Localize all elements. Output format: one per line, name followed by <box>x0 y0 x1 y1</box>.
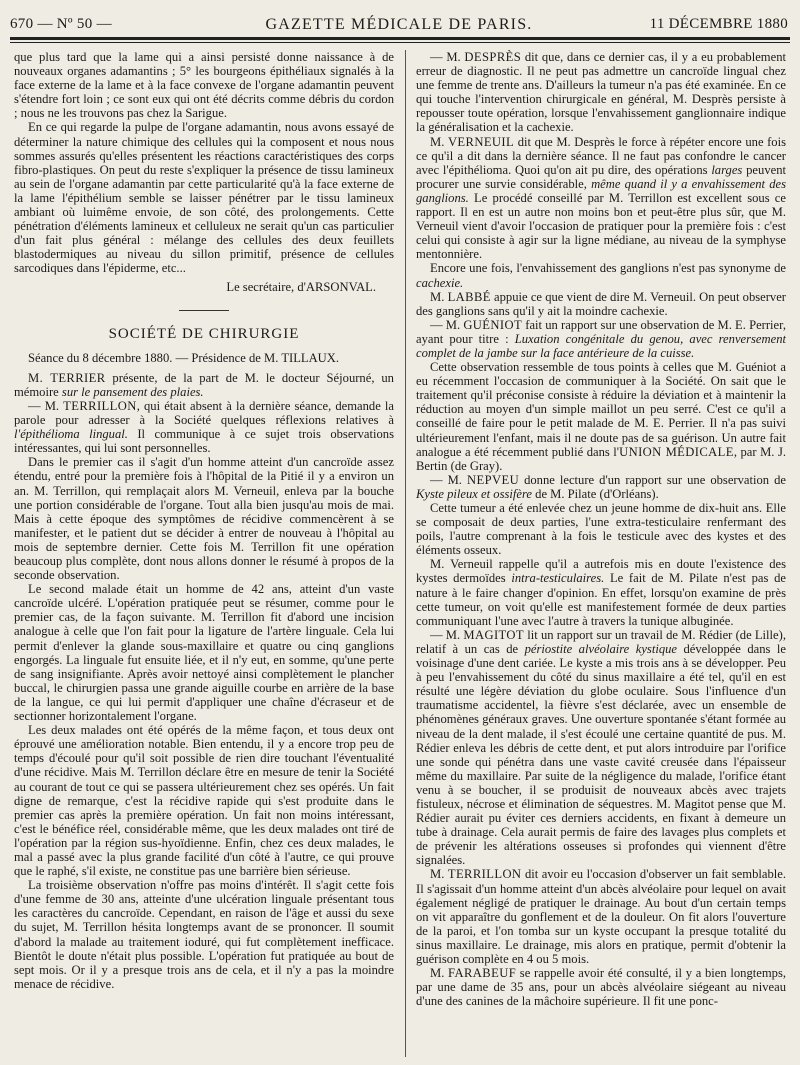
header-rule-thick <box>10 37 790 40</box>
text-run: Le procédé conseillé par M. Terrillon est excellent sous ce rapport. Il en est un autre non moins bon et peut-être plus sûr, que M. Verneuil vient d'avoir l'occasion de pratiquer pour la première fois : c'est celui qui consiste à agir sur la ligne médiane, au niveau de la symphyse mentonnière. <box>416 190 786 262</box>
page-number: 670 — Nº 50 — <box>10 16 112 32</box>
paragraph: Les deux malades ont été opérés de la même façon, et tous deux ont éprouvé une amélioration notable. Bien entendu, il y a encore trop peu de temps d'écoulé pour qu'il soit possible de rien dire touchant l'éventualité d'une récidive. Mais M. Terrillon déclare être en mesure de tenir la Société au courant de tout ce qui se passera ultérieurement chez ses opérés. Un fait digne de remarque, c'est la récidive rapide qui s'est produite dans le premier cas après la première opération. Un fait non moins intéressant, c'est le bénéfice réel, considérable même, que les deux malades ont tiré de l'opération par la région sus-hyoïdienne. Enfin, chez ces deux malades, le mal a passé avec la plus grande facilité d'un côté à l'autre, ce qui prouve que le raphé, s'il existe, ne constitue pas une barrière bien sérieuse. <box>14 723 394 879</box>
session-line: Séance du 8 décembre 1880. — Présidence de M. TILLAUX. <box>28 350 340 365</box>
paragraph: Le second malade était un homme de 42 ans, atteint d'un vaste cancroïde ulcéré. L'opération pratiquée peut se résumer, comme pour le premier cas, de la façon suivante. M. Terrillon fit d'abord une incision analogue à celle que l'on fait pour la ligature de l'artère linguale. Cela lui permit d'enlever la glande sous-maxillaire et quatre ou cinq ganglions engorgés. La linguale fut ensuite liée, et il n'y eut, en somme, qu'une perte de sang insignifiante. Après avoir nettoyé ainsi complètement le plancher buccal, le chirurgien passa une grande aiguille courbe en arrière de la base de la langue, ce qui lui permit d'appliquer une chaîne d'écraseur et de sectionner horizontalement l'organe. <box>14 582 394 724</box>
text-run: peuvent procurer une survie considérable, <box>416 162 786 191</box>
paragraph <box>416 290 786 318</box>
issue-date: 11 DÉCEMBRE 1880 <box>649 16 788 32</box>
text-run: — M. <box>28 398 64 413</box>
text-run: — M. <box>430 50 465 64</box>
paragraph <box>416 360 786 473</box>
section-title: SOCIÉTÉ DE CHIRURGIE <box>108 325 300 342</box>
speaker-name: GUÉNIOT <box>463 317 523 332</box>
text-run: M. <box>430 557 451 572</box>
italic-title: périostite alvéolaire kystique <box>524 641 678 656</box>
paragraph <box>416 318 786 360</box>
text-run: Encore une fois, l'envahissement des ganglions n'est pas synonyme de <box>430 261 786 276</box>
speaker-name: NEPVEU <box>466 472 520 487</box>
text-run: Verneuil rappelle qu'il a autrefois mis en doute l'existence des kystes dermoïdes <box>416 557 786 586</box>
text-run: donne lecture d'un rapport sur une observation de <box>519 472 786 487</box>
header-rule-thin <box>10 42 790 43</box>
paragraph <box>14 399 394 455</box>
speaker-name: TERRILLON <box>63 398 137 413</box>
page-header <box>8 10 790 36</box>
speaker-name: M. TERRIER <box>28 370 106 385</box>
italic-title: l'épithélioma lingual. <box>14 427 128 442</box>
section-separator <box>179 310 229 311</box>
italic-text: larges <box>711 162 743 177</box>
text-run: M. <box>430 289 448 304</box>
speaker-name: VERNEUIL <box>447 134 515 149</box>
text-run: dit avoir eu l'occasion d'observer un fait semblable. Il s'agissait d'un homme atteint d'un abcès alvéolaire pour lequel on avait également négligé de pratiquer le drainage. Au bout d'un certain temps on vit apparaître du gonflement et de la douleur. On fit alors l'ouverture de la paroi, et l'on tomba sur un kyste occupant la presque totalité du sinus maxillaire. Le drainage, mis alors en pratique, permit d'obtenir la guérison complète en 4 ou 5 mois. <box>416 867 786 966</box>
column-divider <box>405 50 406 1057</box>
text-run: Il communique à ce sujet trois observations intéressantes, qui lui sont personnelles. <box>14 427 394 456</box>
journal-name: UNION MÉDICALE <box>619 444 734 459</box>
italic-text: même quand il y a envahissement des ganglions. <box>416 176 786 205</box>
text-run: dit que, dans ce dernier cas, il y a eu probablement erreur de diagnostic. Il ne peut pas admettre un cancroïde lingual chez une femme de trente ans. D'ailleurs la tumeur n'a pas été examinée. En ce qui touche l'intervention chirurgicale en général, M. Desprès persiste à repousser toute opération, lorsque l'envahissement ganglionnaire indique la généralisation et la cachexie. <box>416 50 786 135</box>
text-run: — M. <box>430 317 464 332</box>
text-run: — M. <box>430 627 464 642</box>
text-run: dit que M. Desprès le force à répéter encore une fois ce qu'il a dit dans la dernière séance. Il ne faut pas confondre le cancer avec l'épithélioma. Quoi qu'on ait pu dire, des opérations <box>416 134 786 177</box>
italic-title: Kyste pileux et ossifère <box>416 486 532 501</box>
journal-title: GAZETTE MÉDICALE DE PARIS. <box>265 16 533 33</box>
text-run: — M. <box>430 472 467 487</box>
italic-title: sur le pansement des plaies. <box>61 384 204 399</box>
speaker-name: TERRILLON <box>447 867 522 882</box>
text-run: , qui était absent à la dernière séance, demande la parole pour adresser à la Société quelques réflexions relatives à <box>14 398 394 428</box>
signature: Le secrétaire, d'ARSONVAL. <box>226 279 376 294</box>
text-run: fait un rapport sur une observation de M. E. Perrier, ayant pour titre : <box>416 317 786 346</box>
left-column <box>14 50 394 1060</box>
text-run: , par M. J. Bertin (de Gray). <box>416 444 786 473</box>
paragraph: Cette tumeur a été enlevée chez un jeune homme de dix-huit ans. Elle se composait de deux parties, l'une extra-testiculaire renfermant des poils, l'autre comprenant à la fois le testicule avec des kystes et des éléments osseux. <box>416 501 786 558</box>
paragraph <box>416 867 786 966</box>
italic-text: cachexie. <box>416 275 464 290</box>
paragraph <box>416 261 786 289</box>
speaker-name: LABBÉ <box>447 289 491 304</box>
text-run: développée dans le voisinage d'une dent cariée. Le kyste a mis trois ans à se développer. Peu à peu l'envahissement du côté du sinus maxillaire a été tel, qu'il en est résulté une légère déviation du globe oculaire. Sous l'influence d'un traumatisme accidentel, la fièvre s'est déclarée, avec un ensemble de phénomènes généraux graves. Une ouverture spontanée s'étant formée au niveau de la dent malade, il s'est écoulé une certaine quantité de pus. M. Rédier enleva les débris de cette dent, et put alors introduire par l'orifice une sonde qui pénétra dans une vaste cavité creusée dans l'épaisseur même du maxillaire. Par suite de la négligence du malade, l'orifice étant venu à se boucher, il se produisit de nouveaux abcès avec trajets fistuleux, nécrose et élimination de séquestres. M. Magitot pense que M. Rédier aurait pu éviter ces derniers accidents, en fixant à demeure un tube à drainage. Cela aurait permis de faire des lavages plus complets et de prévenir les altérations osseuses si profondes qui viennent d'être signalées. <box>416 641 786 868</box>
text-run: lit un rapport sur un travail de M. Rédier (de Lille), relatif à un cas de <box>416 627 786 656</box>
text-run: se rappelle avoir été consulté, il y a bien longtemps, par une dame de 35 ans, pour un abcès alvéolaire siégeant au niveau d'une des canines de la mâchoire supérieure. Il fit une ponc- <box>416 966 786 1009</box>
speaker-name: DESPRÈS <box>464 50 522 64</box>
paragraph <box>416 628 786 868</box>
text-run: de M. Pilate (d'Orléans). <box>532 486 659 501</box>
text-run: M. <box>430 134 448 149</box>
paragraph <box>416 966 786 1008</box>
paragraph <box>416 50 786 135</box>
text-run: présente, de la part de M. le docteur Séjourné, un mémoire <box>14 370 394 399</box>
paragraph <box>416 135 786 262</box>
italic-text: intra-testiculaires. <box>511 571 605 586</box>
paragraph <box>14 371 394 399</box>
paragraph: Dans le premier cas il s'agit d'un homme atteint d'un cancroïde assez étendu, entré pour la première fois à l'hôpital de la Pitié il y a environ un an. M. Terrillon, qui remplaçait alors M. Verneuil, enleva par la bouche une portion considérable de l'organe. Tout alla bien jusqu'au mois de mai. Mais à cette époque des symptômes de récidive commencèrent à se manifester, et le patient dut se décider à entrer de nouveau à l'hôpital au mois de septembre dernier. Cette fois M. Terrillon fit une opération beaucoup plus complète, dont nous allons donner le résumé à propos de la seconde observation. <box>14 455 394 583</box>
speaker-name: MAGITOT <box>463 627 525 642</box>
paragraph: La troisième observation n'offre pas moins d'intérêt. Il s'agit cette fois d'une femme de 30 ans, atteinte d'une ulcération linguale présentant tous les caractères du cancroïde. Cependant, en raison de l'âge et aussi du sexe du sujet, M. Terrillon hésita longtemps avant de se prononcer. Il soumit d'abord la malade au traitement ioduré, qui fut complètement inefficace. Bientôt le doute n'était plus possible. L'opération fut pratiquée au bout de sept mois. Or il y a presque trois ans de cela, et il n'y a pas la moindre menace de récidive. <box>14 878 394 991</box>
italic-title: Luxation congénitale du genou, avec renversement complet de la jambe sur la face antérieure de la cuisse. <box>416 331 786 360</box>
text-run: Cette observation ressemble de tous points à celles que M. Guéniot a eu récemment l'occasion de communiquer à la Société. On sait que le traitement qu'il préconise consiste à réduire la déviation et à maintenir la réduction au moyen d'un simple maillot un peu serré. C'est ce qu'il a conseillé de faire pour le petit malade de M. E. Perrier. Il n'a pas suivi ultérieurement l'enfant, mais il ne doute pas de sa guérison. Un autre fait analogue a été récemment publié dans l' <box>416 360 786 459</box>
paragraph <box>416 557 786 627</box>
text-run: Le fait de M. Pilate n'est pas de nature à le faire changer d'opinion. En effet, lorsqu'on examine de près cette tumeur, on voit qu'elle est manifestement formée de deux parties communiquant l'une avec l'autre à travers la tunique albuginée. <box>416 571 786 628</box>
paragraph <box>416 473 786 501</box>
paragraph: que plus tard que la lame qui a ainsi persisté donne naissance à de nouveaux organes adamantins ; 5° les bourgeons épithéliaux signalés à la face externe de la lame et à la face convexe de l'organe adamantin peuvent s'étendre fort loin ; ce sont eux qui ont été décrits comme débris du cordon ; nous ne les trouvons pas chez la Sarigue. <box>14 50 394 121</box>
text-run: M. <box>430 966 449 981</box>
text-run: M. <box>430 867 448 882</box>
right-column <box>416 50 786 1060</box>
text-run: appuie ce que vient de dire M. Verneuil. On peut observer des ganglions sans qu'il y ait la moindre cachexie. <box>416 289 786 318</box>
paragraph: En ce qui regarde la pulpe de l'organe adamantin, nous avons essayé de déterminer la nature chimique des cellules qui la composent et nous nous sommes assurés qu'elles présentent les réactions caractéristiques des corps fibro-plastiques. On peut du reste s'expliquer la présence de tissu lamineux au sein de l'organe adamantin par cette particularité qu'à la face externe de la lame l'épithélium semble se laisser pénétrer par le tissu lamineux ambiant où luimême envoie, de son côté, des prolongements. Cette pénétration d'éléments lamineux et celluleux ne serait qu'un cas particulier d'un fait plus général : mélange des cellules des deux feuillets blastodermiques au niveau du sillon primitif, présence de cellules sarcodiques dans l'épiderme, etc... <box>14 120 394 276</box>
speaker-name: FARABEUF <box>448 966 517 981</box>
